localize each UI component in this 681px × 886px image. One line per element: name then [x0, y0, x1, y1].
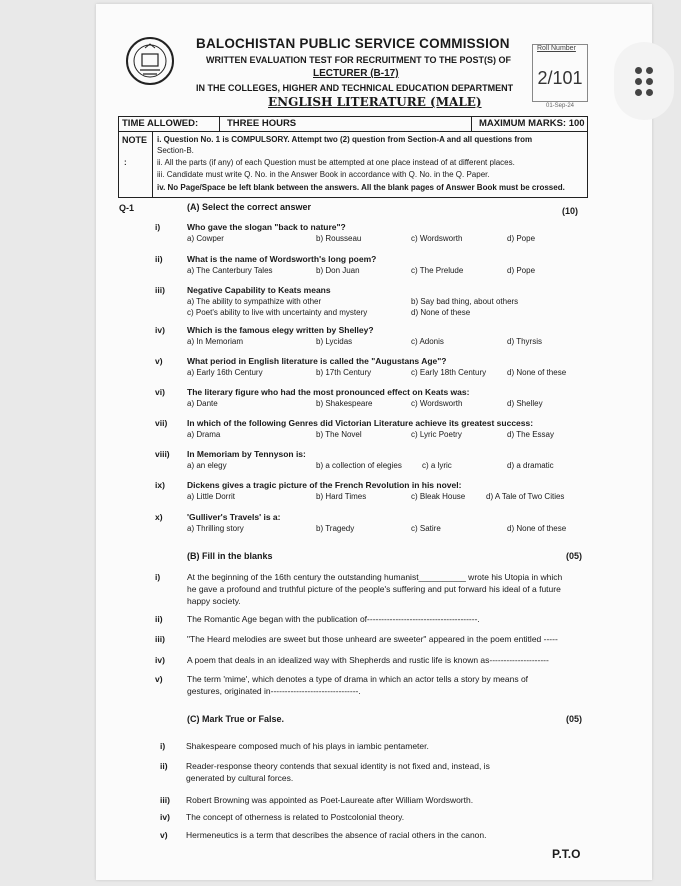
mcq-option-b: b) Rousseau — [316, 234, 362, 243]
mcq-option-c: c) The Prelude — [411, 266, 464, 275]
blank-line: gestures, originated in-------------------------------. — [187, 686, 361, 696]
time-value: THREE HOURS — [227, 118, 297, 129]
max-marks: MAXIMUM MARKS: 100 — [479, 118, 585, 129]
mcq-number: v) — [155, 356, 163, 366]
mcq-option-b: b) Hard Times — [316, 492, 367, 501]
blank-number: v) — [155, 674, 163, 684]
blank-line: he gave a profound and truthful picture of the people's suffering and put forward his ideal of a future — [187, 584, 561, 594]
mcq-option-d: d) Pope — [507, 234, 536, 243]
mcq-option-c: c) Satire — [411, 524, 441, 533]
mcq-question: What is the name of Wordsworth's long poem? — [187, 254, 377, 264]
blank-line: happy society. — [187, 596, 241, 606]
mcq-option-d: d) None of these — [507, 368, 567, 377]
section-b-title: (B) Fill in the blanks — [187, 551, 273, 561]
mcq-option-d: d) Shelley — [507, 399, 543, 408]
blank-number: iii) — [155, 634, 165, 644]
page-turn-note: P.T.O — [552, 847, 581, 861]
mcq-number: viii) — [155, 449, 170, 459]
mcq-question: What period in English literature is called the "Augustans Age"? — [187, 356, 447, 366]
note-label: NOTE — [122, 135, 148, 145]
mcq-question: Dickens gives a tragic picture of the French Revolution in his novel: — [187, 480, 462, 490]
tf-statement: Reader-response theory contends that sexual identity is not fixed and, instead, is — [186, 761, 490, 771]
org-title: BALOCHISTAN PUBLIC SERVICE COMMISSION — [196, 36, 510, 51]
mcq-question: Which is the famous elegy written by Shelley? — [187, 325, 374, 335]
mcq-option-b: b) Shakespeare — [316, 399, 373, 408]
blank-line: At the beginning of the 16th century the outstanding humanist__________ wrote his Utopia in which — [187, 572, 563, 582]
department-title: IN THE COLLEGES, HIGHER AND TECHNICAL EDUCATION DEPARTMENT — [196, 83, 514, 93]
mcq-option-c: c) Wordsworth — [411, 234, 463, 243]
exam-date: 01-Sep-24 — [545, 103, 575, 109]
mcq-option-a: a) Early 16th Century — [187, 368, 263, 377]
note-line: Section-B. — [157, 146, 194, 155]
mcq-option-d: d) The Essay — [507, 430, 554, 439]
blank-number: i) — [155, 572, 161, 582]
tf-statement: generated by cultural forces. — [186, 773, 294, 783]
tf-statement: The concept of otherness is related to Postcolonial theory. — [186, 812, 405, 822]
tf-number: i) — [160, 741, 166, 751]
mcq-option-d: d) a dramatic — [507, 461, 554, 470]
mcq-question: In Memoriam by Tennyson is: — [187, 449, 306, 459]
mcq-number: ix) — [155, 480, 165, 490]
mcq-option-b: b) The Novel — [316, 430, 362, 439]
mcq-option-a: a) Dante — [187, 399, 218, 408]
mcq-number: iv) — [155, 325, 165, 335]
mcq-option-c: c) Poet's ability to live with uncertainty and mystery — [187, 308, 368, 317]
note-line: iii. Candidate must write Q. No. in the Answer Book in accordance with Q. No. in the Q. Paper. — [157, 170, 490, 179]
mcq-option-b: b) Say bad thing, about others — [411, 297, 519, 306]
mcq-option-d: d) Thyrsis — [507, 337, 542, 346]
note-line: iv. No Page/Space be left blank between the answers. All the blank pages of Answer Book must be crossed. — [157, 183, 565, 192]
more-options-button[interactable] — [614, 42, 674, 120]
mcq-option-b: b) a collection of elegies — [316, 461, 402, 470]
mcq-option-c: c) Bleak House — [411, 492, 466, 501]
mcq-question: 'Gulliver's Travels' is a: — [187, 512, 281, 522]
mcq-number: ii) — [155, 254, 163, 264]
mcq-option-c: c) Wordsworth — [411, 399, 463, 408]
mcq-question: In which of the following Genres did Victorian Literature achieve its greatest success: — [187, 418, 534, 428]
note-line: i. Question No. 1 is COMPULSORY. Attempt two (2) question from Section-A and all questions from — [157, 135, 533, 144]
question-number: Q-1 — [119, 203, 135, 213]
mcq-option-d: d) A Tale of Two Cities — [486, 492, 565, 501]
mcq-option-d: d) None of these — [411, 308, 471, 317]
mcq-question: Who gave the slogan "back to nature"? — [187, 222, 346, 232]
tf-statement: Shakespeare composed much of his plays in iambic pentameter. — [186, 741, 429, 751]
tf-statement: Hermeneutics is a term that describes the absence of racial others in the canon. — [186, 830, 487, 840]
mcq-option-a: a) In Memoriam — [187, 337, 244, 346]
time-marks-bar — [118, 116, 588, 132]
mcq-number: x) — [155, 512, 163, 522]
mcq-question: Negative Capability to Keats means — [187, 285, 331, 295]
mcq-option-c: c) a lyric — [422, 461, 452, 470]
note-box — [118, 132, 588, 198]
tf-number: ii) — [160, 761, 168, 771]
commission-seal-icon — [125, 36, 175, 86]
note-line: ii. All the parts (if any) of each Question must be attempted at one place instead of at different places. — [157, 158, 515, 167]
note-colon: : — [124, 158, 127, 167]
mcq-option-a: a) Drama — [187, 430, 221, 439]
mcq-option-a: a) Cowper — [187, 234, 224, 243]
mcq-option-c: c) Adonis — [411, 337, 444, 346]
section-a-title: (A) Select the correct answer — [187, 202, 312, 212]
mcq-option-b: b) 17th Century — [316, 368, 372, 377]
mcq-number: i) — [155, 222, 161, 232]
post-title: LECTURER (B-17) — [313, 68, 399, 79]
blank-line: A poem that deals in an idealized way with Shepherds and rustic life is known as--------------------- — [187, 655, 549, 665]
tf-statement: Robert Browning was appointed as Poet-Laureate after William Wordsworth. — [186, 795, 474, 805]
mcq-option-d: d) Pope — [507, 266, 536, 275]
mcq-question: The literary figure who had the most pronounced effect on Keats was: — [187, 387, 470, 397]
mcq-option-b: b) Don Juan — [316, 266, 360, 275]
tf-number: iv) — [160, 812, 170, 822]
subject-title: ENGLISH LITERATURE (MALE) — [268, 95, 482, 109]
blank-line: "The Heard melodies are sweet but those unheard are sweeter" appeared in the poem entitled ----- — [187, 634, 558, 644]
tf-number: iii) — [160, 795, 170, 805]
blank-line: The Romantic Age began with the publication of---------------------------------------. — [187, 614, 480, 624]
mcq-option-a: a) Little Dorrit — [187, 492, 236, 501]
roll-number-value: 2/101 — [537, 68, 583, 88]
mcq-option-a: a) The ability to sympathize with other — [187, 297, 322, 306]
blank-number: iv) — [155, 655, 165, 665]
mcq-option-b: b) Tragedy — [316, 524, 355, 533]
section-c-title: (C) Mark True or False. — [187, 714, 285, 724]
time-label: TIME ALLOWED: — [122, 118, 199, 129]
blank-number: ii) — [155, 614, 163, 624]
mcq-option-a: a) an elegy — [187, 461, 227, 470]
mcq-number: iii) — [155, 285, 165, 295]
test-subtitle: WRITTEN EVALUATION TEST FOR RECRUITMENT TO THE POST(S) OF — [206, 55, 511, 65]
tf-number: v) — [160, 830, 168, 840]
mcq-option-a: a) The Canterbury Tales — [187, 266, 273, 275]
section-c-marks: (05) — [566, 714, 583, 724]
section-b-marks: (05) — [566, 551, 583, 561]
mcq-option-d: d) None of these — [507, 524, 567, 533]
mcq-number: vii) — [155, 418, 168, 428]
blank-line: The term 'mime', which denotes a type of drama in which an actor tells a story by means of — [187, 674, 529, 684]
roll-number-label: Roll Number — [537, 45, 576, 52]
mcq-option-c: c) Early 18th Century — [411, 368, 487, 377]
mcq-option-a: a) Thrilling story — [187, 524, 244, 533]
mcq-option-b: b) Lycidas — [316, 337, 353, 346]
section-a-marks: (10) — [562, 206, 579, 216]
dots-grid-icon — [635, 67, 653, 96]
mcq-option-c: c) Lyric Poetry — [411, 430, 462, 439]
mcq-number: vi) — [155, 387, 165, 397]
